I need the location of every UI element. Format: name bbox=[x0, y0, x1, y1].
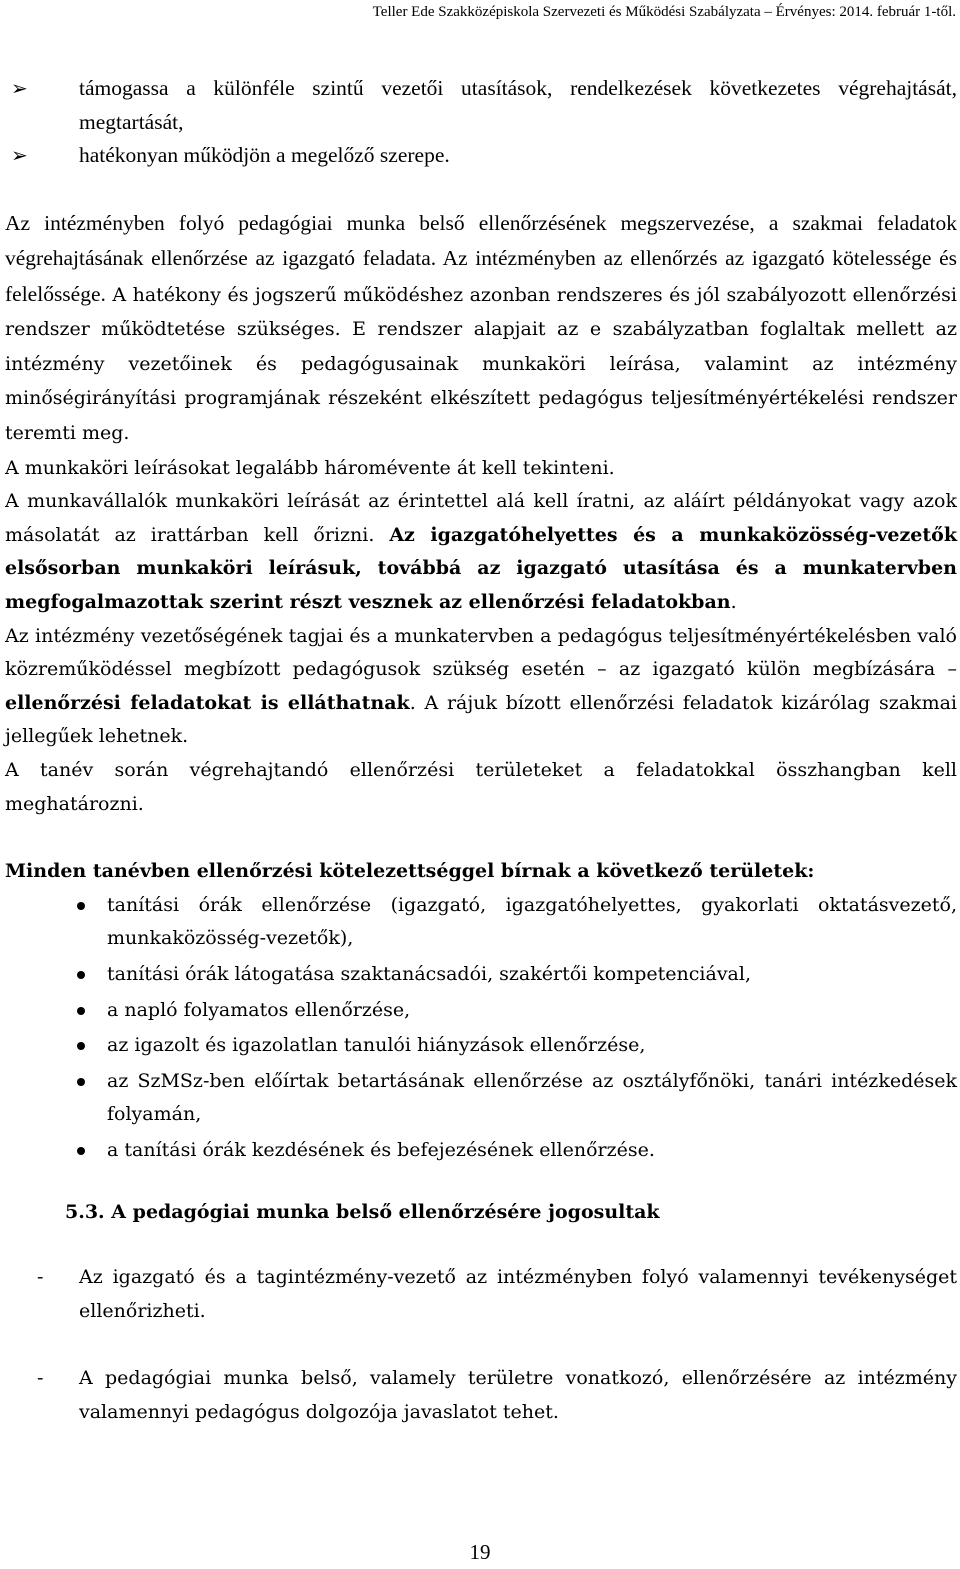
list-item: az SzMSz-ben előírtak betartásának ellenőrzése az osztályfőnöki, tanári intézkedések folyamán, bbox=[5, 1065, 957, 1132]
list-item: a tanítási órák kezdésének és befejezésének ellenőrzése. bbox=[5, 1134, 957, 1168]
paragraph-management-bold: ellenőrzési feladatokat is elláthatnak bbox=[5, 691, 410, 714]
arrow-list-item bbox=[5, 72, 957, 139]
paragraph-management-text: Az intézmény vezetőségének tagjai és a munkatervben a pedagógus teljesítményértékelésben való közreműködéssel megbízott pedagógusok szükség esetén – az igazgató külön megbízására – bbox=[5, 624, 957, 681]
dash-bullet-icon: - bbox=[37, 1367, 44, 1390]
section-heading bbox=[5, 1196, 957, 1230]
paragraph-control-part2: A hatékony és jogszerű működéshez azonban rendszeres és jól szabályozott ellenőrzési rendszer működtetése szükséges. E rendszer alapjait az e szabályzatban foglaltak mellett az intézmény vezetőinek és pedagógusainak munkaköri leírása, valamint az intézmény minőségirányítási programjának részeként elkészített pedagógus teljesítményértékelési rendszer teremti meg. bbox=[5, 283, 957, 445]
paragraph-job-descriptions: A munkaköri leírásokat legalább háromévente át kell tekinteni. bbox=[5, 456, 615, 479]
page-number: 19 bbox=[469, 1540, 491, 1564]
paragraph-control-part1: Az intézményben folyó pedagógiai munka belső ellenőrzésének megszervezése, a szakmai feladatok végrehajtásának ellenőrzése az igazgató feladata. Az intézményben az ellenőrzés az igazgató kötelessége és felelőssége. bbox=[5, 210, 957, 306]
areas-heading: Minden tanévben ellenőrzési kötelezettséggel bírnak a következő területek: bbox=[5, 860, 815, 883]
document-body bbox=[5, 72, 957, 1430]
paragraph-signatures-text: A munkavállalók munkaköri leírását az érintettel alá kell íratni, az aláírt példányokat vagy azok másolatát az irattárban kell őrizni. bbox=[5, 490, 957, 546]
dash-list-item: - A pedagógiai munka belső, valamely területre vonatkozó, ellenőrzésére az intézmény valamennyi pedagógus dolgozója javaslatot tehet. bbox=[5, 1362, 957, 1429]
bullet-icon bbox=[77, 1042, 85, 1050]
bullet-icon bbox=[77, 1007, 85, 1015]
arrow-bullet-icon: ➢ bbox=[11, 143, 28, 167]
list-item: tanítási órák látogatása szaktanácsadói, szakértői kompetenciával, bbox=[5, 958, 957, 992]
dash-list-item: - Az igazgató és a tagintézmény-vezető az intézményben folyó valamennyi tevékenységet ellenőrizheti. bbox=[5, 1261, 957, 1328]
paragraph-control bbox=[5, 207, 957, 452]
arrow-bullet-icon: ➢ bbox=[11, 76, 28, 100]
arrow-list-item bbox=[5, 139, 957, 173]
dash-bullet-icon: - bbox=[37, 1266, 44, 1289]
bullet-icon bbox=[77, 1078, 85, 1086]
list-item: az igazolt és igazolatlan tanulói hiányzások ellenőrzése, bbox=[5, 1029, 957, 1063]
list-item: tanítási órák ellenőrzése (igazgató, igazgatóhelyettes, gyakorlati oktatásvezető, munkaközösség-vezetők), bbox=[5, 889, 957, 956]
arrow-list-text: hatékonyan működjön a megelőző szerepe. bbox=[79, 143, 450, 167]
paragraph-management-text-end: . A rájuk bízott ellenőrzési feladatok kizárólag szakmai jellegűek lehetnek. bbox=[5, 691, 957, 748]
page-header: Teller Ede Szakközépiskola Szervezeti és Működési Szabályzata – Érvényes: 2014. február 1-től. bbox=[372, 4, 956, 20]
bullet-icon bbox=[77, 971, 85, 979]
paragraph-areas-intro: A tanév során végrehajtandó ellenőrzési területeket a feladatokkal összhangban kell meghatározni. bbox=[5, 759, 957, 815]
bullet-icon bbox=[77, 902, 85, 910]
arrow-list-text: támogassa a különféle szintű vezetői utasítások, rendelkezések következetes végrehajtását, megtartását, bbox=[79, 76, 957, 134]
section-number: 5.3. bbox=[65, 1200, 105, 1223]
paragraph-signatures: A munkavállalók munkaköri leírását az érintettel alá kell íratni, az aláírt példányokat vagy azok másolatát az irattárban kell őrizni. Az igazgatóhelyettes és a munkaközösség-vezetők elsősorban munkaköri leírásuk, továbbá az igazgató utasítása és a munkatervben megfogalmazottak szerint részt vesznek az ellenőrzési feladatokban. bbox=[5, 490, 957, 614]
areas-list bbox=[5, 889, 957, 1168]
list-item: a napló folyamatos ellenőrzése, bbox=[5, 994, 957, 1028]
paragraph-signatures-bold: Az igazgatóhelyettes és a munkaközösség-vezetők elsősorban munkaköri leírásuk, továbbá az igazgató utasítása és a munkatervben megfogalmazottak szerint részt vesznek az ellenőrzési feladatokban bbox=[5, 523, 957, 614]
bullet-icon bbox=[77, 1147, 85, 1155]
paragraph-management bbox=[5, 620, 957, 754]
section-title: A pedagógiai munka belső ellenőrzésére jogosultak bbox=[111, 1200, 660, 1223]
